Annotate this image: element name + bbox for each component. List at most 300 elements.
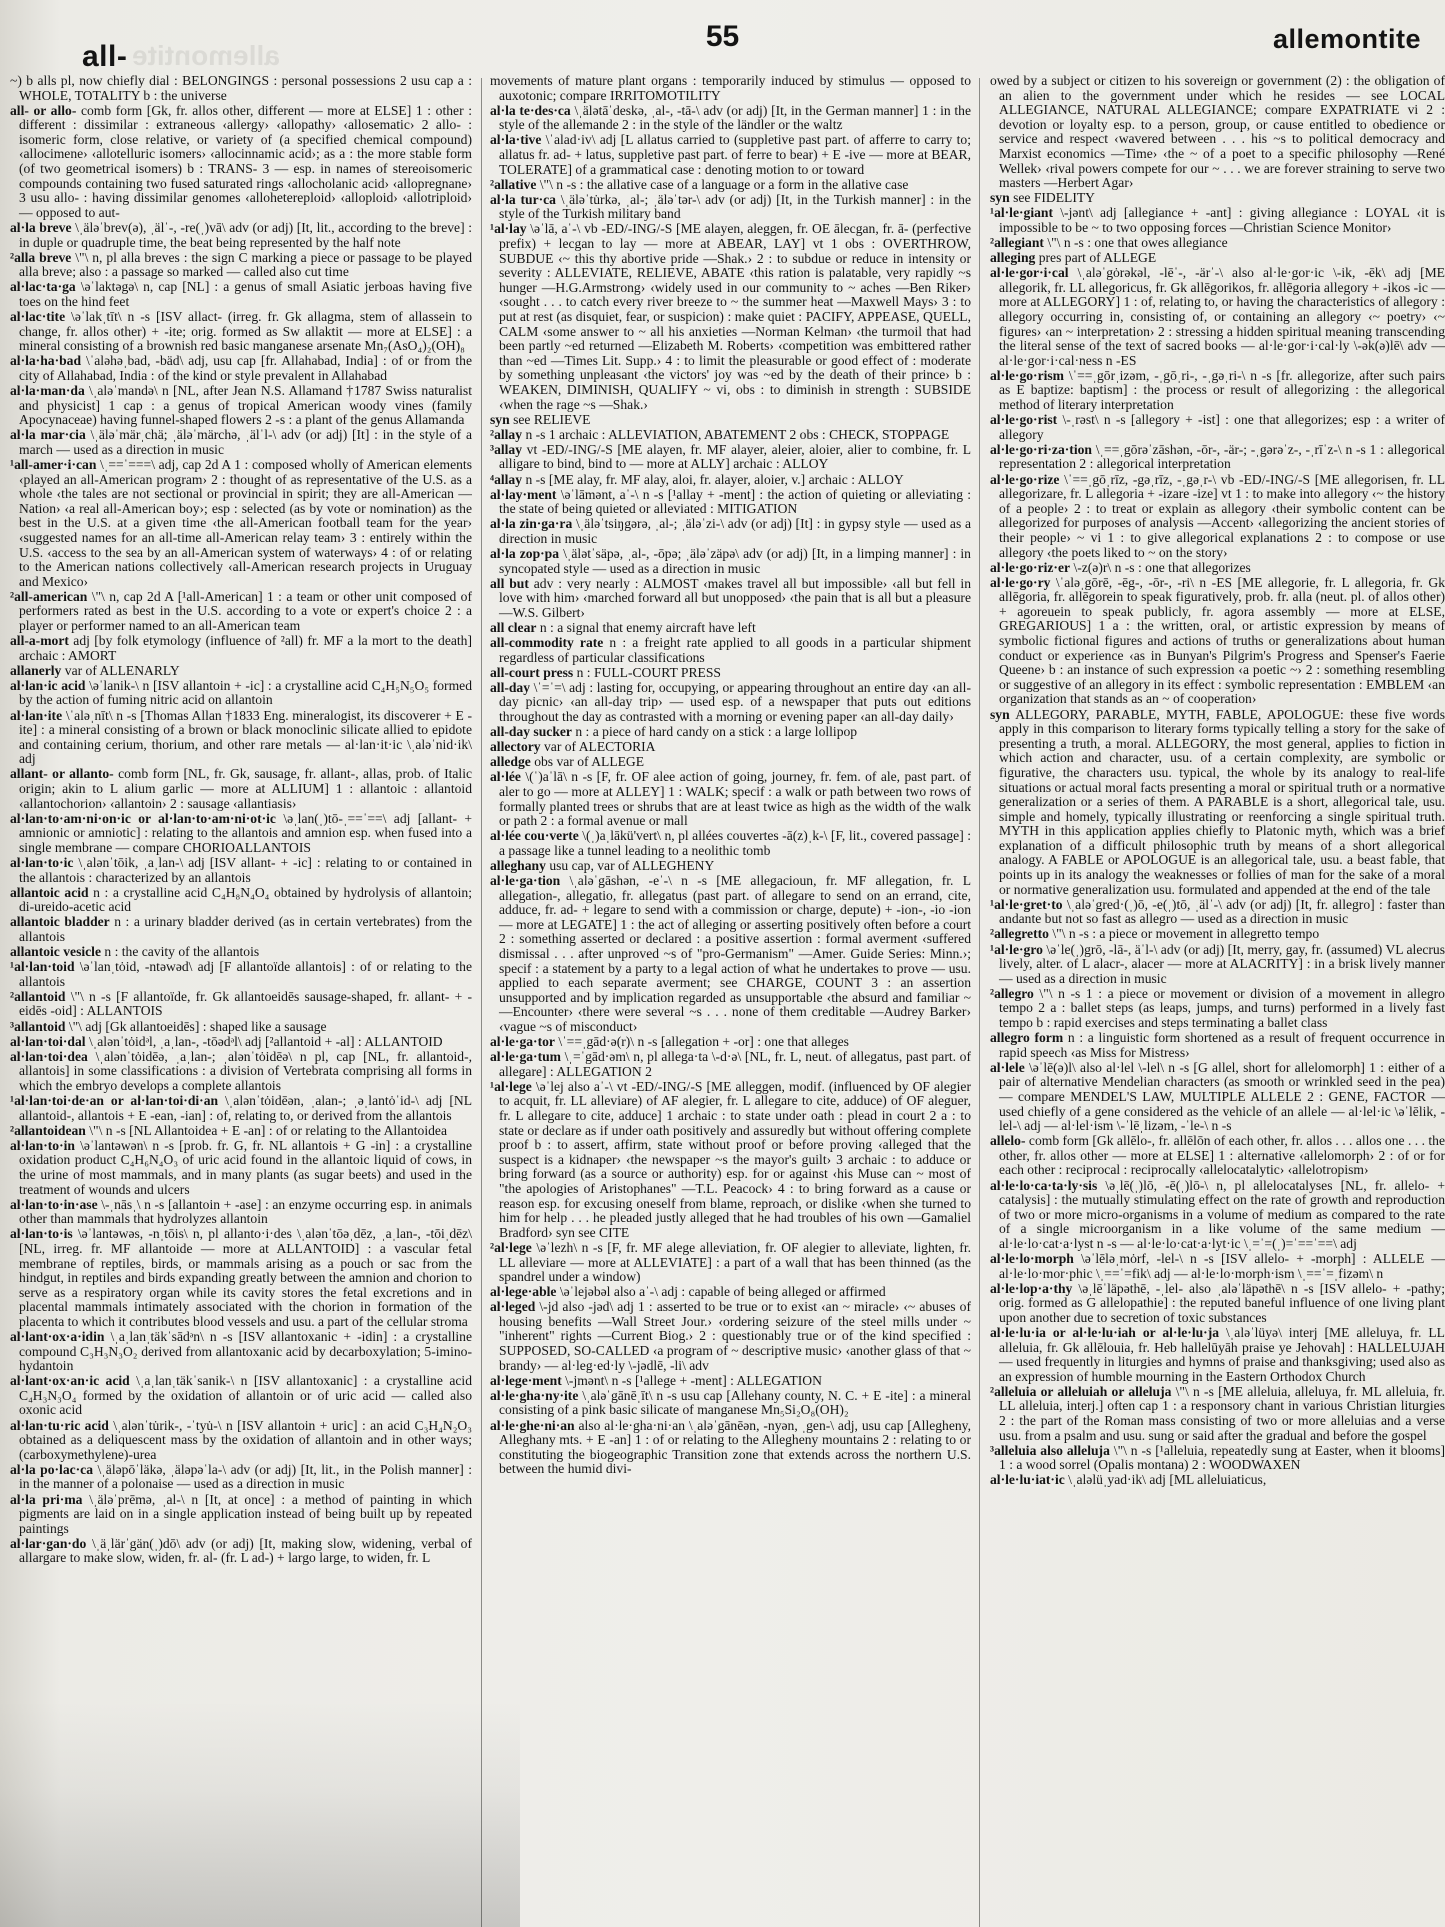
dictionary-entry bbox=[490, 1080, 971, 1241]
entry-definition: \ˌalənˈtȯidēən, ˌalan-; ˌəˌlantȯˈid-\ adj [NL allantoid-, allantois + E -ean, -ian] : of, relating to, or derived from the allantois bbox=[19, 1092, 472, 1123]
entry-definition: \ˌaləˈgȯrəkəl, -lēˈ-, -ärˈ-\ also al·le·gor·ic \-ik, -ēk\ adj [ME allegorik, fr. LL allegoricus, fr. Gk allēgorikos, fr. allēgoria allegory + -ikos -ic — more at ALLEGORY] 1 : of, relating to, or having the characteristics of allegory : allegory occurring in, consisting of, or containing an allegory ‹~ poetry› ‹~ figures› ‹an ~ interpretation› 2 : stressing a hidden spiritual meaning transcending the literal sense of the text of sacred books — al·le·gor·i·cal·ly \-ək(ə)lē\ adv — al·le·gor·i·cal·ness n -ES bbox=[999, 265, 1445, 368]
entry-headword: ²alla breve bbox=[10, 249, 72, 265]
dictionary-entry bbox=[990, 206, 1445, 235]
dictionary-entry bbox=[490, 1419, 971, 1477]
entry-definition: \-jd also -jəd\ adj 1 : asserted to be true or to exist ‹an ~ miracle› ‹~ abuses of housing benefits —Wall Street Jour.› ‹ordering seizure of the steel mills under ~ "inherent" rights —Current Biog.› 2 : questionably true or of the kind specified : SUPPOSED, SO-CALLED ‹a program of ~ descriptive music› ‹another glass of that ~ brandy› — al·leg·ed·ly \-jədlē, -li\ adv bbox=[499, 1299, 971, 1373]
dictionary-entry bbox=[490, 178, 971, 193]
entry-definition: \ˈaləhəˌbad, -bäd\ adj, usu cap [fr. Allahabad, India] : of or from the city of Allahabad, India : of the kind or style prevalent in Allahabad bbox=[19, 353, 472, 383]
entry-headword: allanerly bbox=[10, 662, 62, 678]
entry-definition: \ˌaˌlanˌtäkˈsādᵊn\ n -s [ISV allantoxanic + -idin] : a crystalline compound C₃H₃N₃O₂ derived from allantoxanic acid by decarboxylation; 5-imino-hydantoin bbox=[19, 1328, 472, 1374]
entry-definition: comb form [NL, fr. Gk, sausage, fr. allant-, allas, prob. of Italic origin; akin to L alium garlic — more at ALLIUM] 1 : allantoic : allantoid ‹allantochorion› ‹allantoin› 2 : sausage ‹allantiasis› bbox=[19, 766, 472, 811]
entry-definition: \ˌäləˈbrev(ə), ˌälˈ-, -re(ˌ)vā\ adv (or adj) [It, lit., according to the breve] : in duple or quadruple time, the beat being represented by the half note bbox=[19, 219, 472, 250]
entry-definition: \ˌaləˈgred·(ˌ)ō, -e(ˌ)tō, ˌälˈ-\ adv (or adj) [It, fr. allegro] : faster than andante but not so fast as allegro — used as a direction in music bbox=[999, 896, 1445, 927]
entry-definition: \-jmənt\ n -s [¹allege + -ment] : ALLEGATION bbox=[565, 1372, 822, 1388]
entry-definition: \ˌäləˈmärˌchä; ˌäləˈmärchə, ˌälˈl-\ adv (or adj) [It] : in the style of a march — used as a direction in music bbox=[19, 427, 472, 457]
entry-headword: ²all-american bbox=[10, 588, 88, 604]
entry-headword: al·le·go·rize bbox=[990, 471, 1060, 487]
entry-headword: al·lan·to·am·ni·on·ic or al·lan·to·am·ni·ot·ic bbox=[10, 810, 276, 826]
dictionary-entry bbox=[490, 621, 971, 636]
dictionary-entry bbox=[990, 191, 1445, 206]
entry-headword: ²alleluia or alleluiah or alleluja bbox=[990, 1383, 1172, 1399]
entry-definition: \əˌlē(ˌ)lō, -ē(ˌ)lō-\ n, pl allelocatalyses [NL, fr. allelo- + catalysis] : the mutually stimulating effect on the rate of growth and reproduction of two or more micro-organisms in a volume of medium as compared to the rate of a single microorganism in a like volume of the same medium — al·le·lo·cat·a·lyst n -s — al·le·lo·cat·a·lyt·ic \ˌ=ˈ=(ˌ)=ˈ==ˈ==\ adj bbox=[999, 1177, 1445, 1251]
entry-definition: \əˈlej also aˈ-\ vt -ED/-ING/-S [ME alleggen, modif. (influenced by OF alegier to acquit, fr. LL alleviare) of AF alegier, fr. L allegare to cite, adduce) of OF aleguer, fr. L allegare to cite, adduce] 1 archaic : to state under oath : plead in court 2 a : to state or declare as if under oath positively and assuredly but without offering complete proof b : to assert, affirm, state without proof or before proving ‹alleged that the suspect is a kidnaper› ‹the newspaper ~s the mayor's guilt› 3 archaic : to adduce or bring forward (as a source or authority) esp. for or against ‹his Muse can ~ most of "the apologies of Aristophanes" —T.L. Peacock› 4 : to bring forward as a cause or reason esp. for excusing oneself from blame, reproach, or dislike ‹when she turned to him for help . . . he pleaded justly alleged that he had troubles of his own —Gamaliel Bradford› syn see CITE bbox=[499, 1078, 971, 1240]
entry-headword: al·la·man·da bbox=[10, 382, 85, 398]
entry-headword: al·lar·gan·do bbox=[10, 1535, 87, 1551]
dictionary-entry bbox=[490, 428, 971, 443]
entry-definition: adv : very nearly : ALMOST ‹makes travel all but impossible› ‹all but fell in love with him› ‹marched forward all but unopposed› ‹the pain that is all but a pleasure —W.S. Gilbert› bbox=[499, 575, 971, 620]
entry-definition: \-ˌnāsˌ\ n -s [allantoin + -ase] : an enzyme occurring esp. in animals other than mammals that hydrolyzes allantoin bbox=[19, 1196, 472, 1227]
dictionary-entry bbox=[10, 251, 472, 280]
dictionary-entry bbox=[10, 1463, 472, 1492]
dictionary-entry bbox=[10, 1330, 472, 1374]
entry-definition: adj [by folk etymology (influence of ²all) fr. MF a la mort to the death] archaic : AMORT bbox=[19, 633, 472, 663]
entry-definition: n -s [ME alay, fr. MF alay, aloi, fr. alayer, aloier, v.] archaic : ALLOY bbox=[525, 471, 904, 487]
entry-headword: ¹al·lay bbox=[490, 221, 527, 237]
entry-definition: usu cap, var of ALLEGHENY bbox=[549, 857, 715, 873]
dictionary-entry bbox=[490, 488, 971, 517]
entry-headword: ¹al·lan·toi·de·an or al·lan·toi·di·an bbox=[10, 1092, 219, 1108]
entry-headword: ¹al·le·gro bbox=[990, 941, 1043, 957]
dictionary-entry bbox=[490, 517, 971, 546]
entry-headword: all- or allo- bbox=[10, 102, 77, 118]
entry-definition: \ˌalənˈtu̇rik-, -ˈtyu̇-\ n [ISV allantoin + uric] : an acid C₃H₄N₂O₃ obtained as a deliquescent mass by the oxidation of allantoin and in other ways; (carboxymethylene)-urea bbox=[19, 1417, 472, 1462]
guide-word-right: allemontite bbox=[1272, 24, 1421, 54]
entry-headword: ²allantoidean bbox=[10, 1122, 86, 1138]
dictionary-entry bbox=[10, 767, 472, 811]
dictionary-entry bbox=[990, 708, 1445, 898]
dictionary-entry bbox=[10, 384, 472, 428]
entry-headword: al·le·lo·morph bbox=[990, 1251, 1074, 1266]
entry-headword: al·la·tive bbox=[490, 132, 542, 148]
dictionary-entry bbox=[490, 829, 971, 858]
entry-headword: al·le·lo·ca·ta·ly·sis bbox=[990, 1177, 1098, 1193]
dictionary-entry bbox=[990, 1134, 1445, 1178]
entry-definition: \ˈ=ˈ=\ adj : lasting for, occupying, or appearing throughout an entire day ‹an all-day picnic› ‹an all-day trip› — used esp. of a newspaper that puts out editions throughout the day as contrasted with a morning or evening paper ‹an all-day daily› bbox=[499, 679, 971, 725]
entry-definition: \(ˌ)aˌlākü'vert\ n, pl allées couvertes -ā(z)ˌk-\ [F, lit., covered passage] : a passage like a tunnel leading to a neolithic tomb bbox=[499, 828, 971, 858]
dictionary-entry bbox=[490, 473, 971, 488]
dictionary-entry bbox=[490, 666, 971, 681]
entry-definition: \-jənt\ adj [allegiance + -ant] : giving allegiance : LOYAL ‹it is impossible to be ~ to two opposing forces —Christian Science Monitor› bbox=[999, 205, 1445, 235]
guide-word-left: all- bbox=[82, 40, 128, 73]
entry-headword: al·lan·to·in·ase bbox=[10, 1196, 98, 1212]
entry-headword: al·le·go·riz·er bbox=[990, 559, 1071, 575]
dictionary-entry bbox=[490, 1035, 971, 1050]
dictionary-entry bbox=[490, 740, 971, 755]
dictionary-entry bbox=[10, 1050, 472, 1094]
entry-headword: al·le·ga·tor bbox=[490, 1034, 555, 1050]
entry-definition: \əˈlāmənt, aˈ-\ n -s [¹allay + -ment] : the action of quieting or alleviating : the state of being quieted or alleviated : MITIGATION bbox=[499, 486, 971, 517]
entry-definition: \ˌaləˈgāshən, -eˈ-\ n -s [ME allegacioun, fr. MF allegation, fr. L allegation-, allegatio, fr. allegatus (past part. of allegare to send on an errand, cite, adduce, fr. ad- + legare to send with a commission or charge, depute) + -ion-, -io -ion — more at LEGATE] 1 : the act of alleging or asserting positively often before a court 2 : something asserted or declared : a positive assertion : formal averment ‹suffered dismissal . . . after unproved ~s of "pro-Germanism" —Amer. Guide Series: Minn.›; specif : a statement by a party to a legal action of what he undertakes to prove — usu. applied to each separate averment; see CHARGE, COUNT 3 : an assertion unsupported and by implication regarded as unsupportable ‹the absurd and familiar ~ —Encounter› ‹there were several ~s . . . none of them creditable —Audrey Barker› ‹vague ~s of misconduct› bbox=[499, 873, 971, 1034]
entry-definition: \əˈlanik-\ n [ISV allantoin + -ic] : a crystalline acid C₄H₅N₅O₅ formed by the action of fuming nitric acid on allantoin bbox=[19, 677, 472, 708]
entry-definition: \ˌäləpōˈläkə, ˌäləpəˈla-\ adv (or adj) [It, lit., in the Polish manner] : in the manner of a polonaise — used as a direction in music bbox=[19, 1461, 472, 1492]
dictionary-entry bbox=[490, 1050, 971, 1079]
entry-definition: \ˌalənˈtōik, ˌaˌlan-\ adj [ISV allant- + -ic] : relating to or contained in the allantois : characterized by an allantois bbox=[19, 854, 472, 885]
dictionary-entry bbox=[10, 1537, 472, 1566]
entry-headword: al·lege·able bbox=[490, 1284, 557, 1300]
entry-definition: \"\ n -s 1 : a piece or movement or division of a movement in allegro tempo 2 a : ballet steps (as leaps, jumps, and turns) performed in a lively fast tempo b : rapid exercises and steps terminating a ballet class bbox=[999, 985, 1445, 1030]
entry-headword: al·le·go·rism bbox=[990, 367, 1065, 383]
dictionary-entry bbox=[990, 266, 1445, 368]
dictionary-entry bbox=[490, 1285, 971, 1300]
entry-definition: \ˌäˌlärˈgän(ˌ)dō\ adv (or adj) [It, making slow, widening, verbal of allargare to make slow, widen, fr. al- (fr. L ad-) + largo large, to widen, fr. L bbox=[19, 1535, 472, 1566]
entry-headword: all-day sucker bbox=[490, 724, 572, 740]
entry-definition: \ˌaləˈlüyə\ interj [ME alleluya, fr. LL alleluia, fr. Gk allēlouia, fr. Heb hallelūyāh praise ye Jehovah] : HALLELUJAH — used frequently in liturgies and hymns of praise and thanksgiving; used also as an expression of humble mourning in the Eastern Orthodox Church bbox=[999, 1324, 1445, 1384]
entry-definition: owed by a subject or citizen to his sovereign or government (2) : the obligation of an alien to the government under which he resides — see LOCAL ALLEGIANCE, NATURAL ALLEGIANCE; compare EXPATRIATE vi 2 : devotion or loyalty esp. to a person, group, or cause entitled to obedience or service and respect ‹wavered between . . . his ~s to political democracy and Marxist economics —Time› ‹the ~ of a poet to a specific philosophy —René Wellek› ‹rival powers compete for our ~ . . . we are forever straining to serve two masters —Herbert Agar› bbox=[990, 74, 1445, 191]
dictionary-entry bbox=[10, 709, 472, 767]
entry-headword: ³allay bbox=[490, 441, 523, 457]
entry-definition: \əˈlanˌtȯid, -ntəwəd\ adj [F allantoïde allantois] : of or relating to the allantois bbox=[19, 959, 472, 989]
dictionary-entry bbox=[10, 679, 472, 708]
entry-headword: al·lée bbox=[490, 769, 521, 785]
entry-definition: \ˈ==ˌgōrˌizəm, -ˌgōˌri-, -ˌgəˌri-\ n -s [fr. allegorize, after such pairs as E baptize: baptism] : the process or result of allegorizing : the allegorical method of literary interpretation bbox=[999, 367, 1445, 413]
dictionary-entry bbox=[990, 927, 1445, 942]
page-header bbox=[0, 0, 1445, 80]
show-through-text: allemontite bbox=[132, 40, 280, 71]
dictionary-entry bbox=[490, 859, 971, 874]
entry-headword: al·la breve bbox=[10, 219, 72, 235]
entry-headword: al·le·go·ry bbox=[990, 574, 1051, 590]
dictionary-entry bbox=[990, 943, 1445, 987]
entry-definition: n : FULL-COURT PRESS bbox=[576, 664, 721, 680]
entry-definition: \ˈ==ˌgōˌrīz, -gəˌrīz, -ˌgəˌr-\ vb -ED/-ING/-S [ME allegorisen, fr. LL allegorizare, fr. L allegoria + -izare -ize] vt 1 : to make into allegory ‹~ the history of a people› 2 : to treat or explain as allegory ‹their symbolic content can be allegorized for purposes of analysis —Accent› ‹allegorizing the ancient stories of their people› ~ vi 1 : to give allegorical explanations 2 : to compose or use allegory ‹the poets liked to ~ on the story› bbox=[999, 471, 1445, 560]
dictionary-entry bbox=[10, 221, 472, 250]
dictionary-entry bbox=[990, 898, 1445, 927]
entry-headword: allantoic acid bbox=[10, 884, 89, 900]
entry-definition: \"\ n, cap 2d A [¹all-American] 1 : a team or other unit composed of performers rated as best in the U.S. according to a vote or expert's choice 2 : a player or performer named to an all-American team bbox=[19, 588, 472, 633]
dictionary-entry bbox=[990, 1444, 1445, 1473]
entry-headword: al·lan·toi·dal bbox=[10, 1033, 86, 1049]
dictionary-entry bbox=[490, 725, 971, 740]
entry-definition: \ˌaləlüˌyad·ik\ adj [ML alleluiaticus, bbox=[1068, 1472, 1267, 1488]
dictionary-entry bbox=[490, 577, 971, 621]
entry-headword: allant- or allanto- bbox=[10, 766, 114, 782]
column-3 bbox=[990, 74, 1445, 1927]
dictionary-entry bbox=[490, 1374, 971, 1389]
dictionary-entry bbox=[10, 354, 472, 383]
dictionary-entry bbox=[10, 1035, 472, 1050]
entry-headword: al·lan·to·ic bbox=[10, 854, 74, 870]
entry-definition: \"\ n -s [NL Allantoidea + E -an] : of or relating to the Allantoidea bbox=[89, 1122, 447, 1138]
entry-headword: al·lan·to·is bbox=[10, 1226, 73, 1242]
entry-headword: al·la te·des·ca bbox=[490, 102, 571, 118]
dictionary-entry bbox=[10, 1227, 472, 1329]
entry-headword: allectory bbox=[490, 739, 541, 755]
entry-headword: allegro form bbox=[990, 1030, 1064, 1046]
entry-definition: obs var of ALLEGE bbox=[534, 754, 645, 770]
dictionary-entry bbox=[990, 561, 1445, 576]
entry-headword: al·la pri·ma bbox=[10, 1491, 83, 1507]
entry-definition: \ˌ=ˈgād·əm\ n, pl allega·ta \-d·ə\ [NL, fr. L, neut. of allegatus, past part. of allegare] : ALLEGATION 2 bbox=[499, 1049, 971, 1079]
entry-headword: al·lant·ox·a·idin bbox=[10, 1328, 105, 1344]
entry-headword: al·lan·tu·ric acid bbox=[10, 1417, 109, 1433]
entry-definition: \"\ n, pl alla breves : the sign C marking a piece or passage to be played alla breve; also : a passage so marked — called also cut time bbox=[19, 249, 472, 280]
dictionary-entry bbox=[990, 1179, 1445, 1252]
dictionary-entry bbox=[990, 443, 1445, 472]
dictionary-entry bbox=[990, 413, 1445, 442]
entry-headword: ¹al·le·giant bbox=[990, 205, 1053, 221]
dictionary-entry bbox=[990, 473, 1445, 561]
entry-definition: var of ALLENARLY bbox=[64, 662, 180, 678]
entry-headword: syn bbox=[490, 411, 510, 427]
entry-headword: ¹al·le·gret·to bbox=[990, 896, 1063, 912]
entry-definition: \əˈlezh\ n -s [F, fr. MF alege alleviation, fr. OF alegier to alleviate, lighten, fr. LL alleviare — more at ALLEVIATE] : a part of a wall that has been thinned (as the spandrel under a window) bbox=[499, 1239, 971, 1285]
dictionary-entry bbox=[10, 310, 472, 354]
entry-definition: vt -ED/-ING/-S [ME alayen, fr. MF alayer, aleier, aloier, alier to combine, fr. L alligare to bind, bind to — more at ALLY] archaic : ALLOY bbox=[499, 441, 971, 472]
entry-headword: ²allegiant bbox=[990, 235, 1044, 251]
entry-headword: al·la mar·cia bbox=[10, 427, 86, 443]
entry-headword: alleghany bbox=[490, 857, 546, 873]
entry-definition: \"\ n -s : one that owes allegiance bbox=[1047, 235, 1228, 251]
entry-headword: ¹all-amer·i·can bbox=[10, 456, 97, 472]
dictionary-entry bbox=[490, 681, 971, 725]
dictionary-entry bbox=[990, 74, 1445, 191]
entry-definition: see RELIEVE bbox=[513, 411, 591, 427]
dictionary-entry bbox=[990, 1473, 1445, 1488]
dictionary-entry bbox=[490, 1389, 971, 1418]
entry-definition: \ˌ==ˈ===\ adj, cap 2d A 1 : composed wholly of American elements ‹played an all-American program› 2 : thought of as representative of the U.S. as a whole ‹the tales are not sectional or provincial in spirit; they are all-American —Nation› ‹a real all-American boy›; esp : selected (as by vote or nomination) as the best in the U.S. at a given time ‹the all-American football team for the year› ‹suggested names for an all-time all-American relay team› 3 : entirely within the U.S. ‹access to the sea by an all-American system of waterways› 4 : of or relating to the American nations collectively ‹all-American research projects in Uruguay and Mexico› bbox=[19, 456, 472, 589]
entry-headword: ¹al·lan·toid bbox=[10, 959, 75, 975]
entry-definition: pres part of ALLEGE bbox=[1038, 250, 1157, 266]
dictionary-entry bbox=[490, 636, 971, 665]
entry-definition: \"\ n -s : the allative case of a language or a form in the allative case bbox=[539, 176, 909, 192]
entry-definition: \ˌalənˈtȯidēə, ˌaˌlan-; ˌalənˈtȯidēə\ n pl, cap [NL, fr. allantoid-, allantois] in some classifications : a division of Vertebrata comprising all forms in which the embryo develops a complete allantois bbox=[19, 1048, 472, 1093]
entry-definition: \-ˌrəst\ n -s [allegory + -ist] : one that allegorizes; esp : a writer of allegory bbox=[999, 412, 1445, 442]
entry-headword: ¹al·lege bbox=[490, 1078, 532, 1094]
entry-definition: \"\ n -s : a piece or movement in allegretto tempo bbox=[1052, 926, 1320, 942]
entry-headword: al·lac·tite bbox=[10, 309, 66, 324]
entry-headword: al·le·lop·a·thy bbox=[990, 1280, 1073, 1296]
entry-headword: ²allegro bbox=[990, 985, 1034, 1001]
dictionary-entry bbox=[490, 133, 971, 177]
entry-headword: al·le·gha·ny·ite bbox=[490, 1387, 579, 1403]
entry-definition: ~) b alls pl, now chiefly dial : BELONGINGS : personal possessions 2 usu cap a : WHOLE, TOTALITY b : the universe bbox=[10, 74, 472, 103]
entry-definition: \ˌalənˈtȯidᵊl, ˌaˌlan-, -tōədᵊl\ adj [²allantoid + -al] : ALLANTOID bbox=[88, 1033, 443, 1049]
entry-definition: n : a crystalline acid C₄H₈N₄O₄ obtained by hydrolysis of allantoin; di-ureido-acetic acid bbox=[19, 884, 472, 915]
dictionary-entry bbox=[10, 856, 472, 885]
entry-headword: al·la·ha·bad bbox=[10, 353, 82, 369]
entry-headword: al·le·ga·tion bbox=[490, 873, 561, 889]
entry-definition: comb form [Gk, fr. allos other, different — more at ELSE] 1 : other : different : dissimilar : extraneous ‹allergy› ‹allopathy› ‹allosematic› 2 allo- : isomeric form, close relative, or variety of (a specified chemical compound) ‹allocimene› ‹allotelluric isomers› ‹allocinnamic acid›; as a : the more stable form (of two geometrical isomers) b : TRANS- 3 — esp. in names of stereoisomeric compounds containing two fused saturated rings ‹allocholanic acid› ‹allopregnane› 3 usu allo- : having dissimilar genomes ‹allohetereploid› ‹alloploid› ‹allotriploid› — opposed to aut- bbox=[19, 102, 472, 220]
dictionary-entry bbox=[10, 945, 472, 960]
entry-definition: n : a linguistic form shortened as a result of frequent occurrence in rapid speech ‹as Miss for Mistress› bbox=[999, 1030, 1445, 1060]
page-number: 55 bbox=[705, 20, 740, 53]
entry-definition: \(ˈ)aˈlā\ n -s [F, fr. OF alee action of going, journey, fr. fem. of ale, past part. of aler to go — more at ALLEY] 1 : WALK; specif : a walk or path between two rows of formally planted trees or shrubs that are at least twice as high as the width of the walk or path 2 : a formal avenue or mall bbox=[499, 769, 971, 829]
entry-definition: \əˈle(ˌ)grō, -lā-, äˈl-\ adv (or adj) [It, merry, gay, fr. (assumed) VL alecrus lively, alter. of L alacr-, alacer — more at ALACRITY] : in a brisk lively manner — used as a direction in music bbox=[999, 941, 1445, 986]
dictionary-entry bbox=[10, 1374, 472, 1418]
entry-headword: ³alleluia also alleluja bbox=[990, 1442, 1110, 1458]
dictionary-entry bbox=[990, 576, 1445, 707]
entry-headword: al·la zop·pa bbox=[490, 546, 560, 561]
entry-definition: \ˌ==ˌgōrəˈzāshən, -ōr-, -är-; -ˌgərəˈz-, -ˌrīˈz-\ n -s 1 : allegorical representation 2 : allegorical interpretation bbox=[999, 441, 1445, 472]
dictionary-entry bbox=[490, 1241, 971, 1285]
entry-headword: all but bbox=[490, 575, 529, 591]
entry-headword: all clear bbox=[490, 619, 537, 635]
entry-headword: ²allay bbox=[490, 426, 523, 442]
entry-headword: al·le·go·ri·za·tion bbox=[990, 441, 1092, 457]
entry-headword: all-commodity rate bbox=[490, 635, 604, 651]
entry-headword: al·la zin·ga·ra bbox=[490, 516, 573, 532]
entry-definition: \"\ n -s [ME alleluia, alleluya, fr. ML alleluia, fr. LL alleluia, interj.] often cap 1 : a responsory chant in various Christian liturgies 2 : the part of the Roman mass consisting of two or more alleluias and a verse usu. from a psalm and usu. sung or said after the gradual and before the gospel bbox=[999, 1383, 1445, 1443]
entry-definition: \ˌälətˈsäpə, ˌal-, -ōpə; ˌäləˈzäpə\ adv (or adj) [It, in a limping manner] : in syncopated style — used as a direction in music bbox=[499, 546, 971, 576]
entry-definition: also al·le·gha·ni·an \ˌaləˈgānēən, -nyən, ˌgen-\ adj, usu cap [Allegheny, Alleghany mts. + E -an] 1 : of or relating to the Allegheny mountains 2 : relating to or constituting the biogeographic Transition zone that extends across the northern U.S. between the humid divi- bbox=[499, 1417, 971, 1477]
entry-definition: \əˌlan(ˌ)tō-ˌ==ˈ==\ adj [allant- + amnionic or amniotic] : relating to the allantois and amnion esp. when fused into a single membrane — compare CHORIOALLANTOIS bbox=[19, 810, 472, 855]
entry-headword: syn bbox=[990, 190, 1010, 206]
dictionary-entry bbox=[10, 458, 472, 589]
entry-definition: var of ALECTORIA bbox=[543, 739, 656, 755]
dictionary-entry bbox=[490, 755, 971, 770]
dictionary-entry bbox=[10, 634, 472, 663]
dictionary-entry bbox=[10, 1094, 472, 1123]
dictionary-entry bbox=[490, 104, 971, 133]
entry-headword: al·le·gor·i·cal bbox=[990, 265, 1069, 281]
entry-definition: n : a freight rate applied to all goods in a particular shipment regardless of particular classifications bbox=[499, 635, 971, 665]
column-1 bbox=[10, 74, 472, 1927]
dictionary-entry bbox=[490, 193, 971, 222]
entry-headword: al·le·ghe·ni·an bbox=[490, 1417, 575, 1433]
entry-definition: n -s 1 archaic : ALLEVIATION, ABATEMENT 2 obs : CHECK, STOPPAGE bbox=[525, 426, 950, 442]
entry-definition: \əˈlēləˌmȯrf, -lel-\ n -s [ISV allelo- + -morph] : ALLELE — al·le·lo·mor·phic \ˌ==ˈ=fik\ adj — al·le·lo·morph·ism \ˌ==ˈ=ˌfizəm\ n bbox=[999, 1251, 1445, 1281]
dictionary-entry bbox=[990, 251, 1445, 266]
entry-headword: ³allantoid bbox=[10, 1018, 66, 1034]
entry-headword: ²allegretto bbox=[990, 926, 1049, 942]
entry-headword: al·lele bbox=[990, 1059, 1025, 1075]
dictionary-entry bbox=[490, 874, 971, 1035]
entry-headword: al·leged bbox=[490, 1299, 536, 1315]
dictionary-entry bbox=[490, 770, 971, 828]
dictionary-entry bbox=[990, 1061, 1445, 1134]
entry-definition: \ˌäləˈprēmə, ˌal-\ n [It, at once] : a method of painting in which pigments are laid on in a single application instead of being built up by repeated paintings bbox=[19, 1491, 472, 1536]
entry-definition: \ˌaləˈmandə\ n [NL, after Jean N.S. Allamand †1787 Swiss naturalist and physicist] 1 cap : a genus of tropical American woody vines (family Apocynaceae) having funnel-shaped flowers 2 -s : a plant of the genus Allamanda bbox=[19, 382, 472, 428]
entry-definition: \ˌälətāˈdeskə, ˌal-, -tā-\ adv (or adj) [It, in the German manner] 1 : in the style of the allemande 2 : in the style of the ländler or the waltz bbox=[499, 102, 971, 133]
dictionary-entry bbox=[990, 1282, 1445, 1326]
dictionary-entry bbox=[490, 443, 971, 472]
dictionary-entry bbox=[10, 812, 472, 856]
dictionary-entry bbox=[10, 428, 472, 457]
entry-definition: \ˌaləˈgānēˌīt\ n -s usu cap [Allehany county, N. C. + E -ite] : a mineral consisting of a pink basic silicate of manganese Mn₅Si₂O₈(OH)₂ bbox=[499, 1387, 971, 1418]
entry-definition: \əˈlaktəgə\ n, cap [NL] : a genus of small Asiatic jerboas having five toes on the hind feet bbox=[19, 279, 472, 309]
entry-definition: n : a urinary bladder derived (as in certain vertebrates) from the allantois bbox=[19, 914, 472, 944]
dictionary-entry bbox=[10, 1493, 472, 1537]
entry-definition: n : a piece of hard candy on a stick : a large lollipop bbox=[575, 724, 858, 740]
entry-headword: al·lege·ment bbox=[490, 1372, 562, 1388]
entry-definition: \ˈ==ˌgād·ə(r)\ n -s [allegation + -or] : one that alleges bbox=[558, 1034, 849, 1050]
dictionary-entry bbox=[10, 1124, 472, 1139]
entry-definition: \əˈlē(ə)l\ also al·lel \-lel\ n -s [G allel, short for allelomorph] 1 : either of a pair of alternative Mendelian characters (as smooth or wrinkled seed in the pea) — compare MENDEL'S LAW, MULTIPLE ALLELE 2 : GENE, FACTOR — used chiefly of a gene considered as the vehicle of an allele — al·lel·ic \əˈlēlik, -lel-\ adj — al·lel·ism \-ˈlēˌlizəm, -ˈle-\ n -s bbox=[999, 1059, 1445, 1134]
dictionary-entry bbox=[10, 280, 472, 309]
entry-definition: \əˈlā, aˈ-\ vb -ED/-ING/-S [ME alayen, aleggen, fr. OE ālecgan, fr. ā- (perfective prefix) + lecgan to lay — more at ABEAR, LAY] vt 1 obs : OVERTHROW, SUBDUE ‹~ this thy abortive pride —Shak.› 2 : to subdue or reduce in intensity or severity : ALLEVIATE, RELIEVE, ABATE ‹this ration is palatable, very rapidly ~s hunger —H.G.Armstrong› ‹widely used in our community to ~ aches —Ben Riker› ‹sought . . . to catch every river breeze to ~ the summer heat —Maxwell Mays› 3 : to put at rest (as disquiet, fear, or suspicion) : make quiet : PACIFY, APPEASE, QUELL, CALM ‹some answer to ~ all his anxieties —Norman Kelman› ‹the turmoil that had been partly ~ed returned —Elizabeth M. Roberts› ‹competition was embittered rather than ~ed —Times Lit. Supp.› 4 : to limit the pleasurable or good effect of : moderate by something unpleasant ‹the victors' joy was ~ed by the death of their prince› b : WEAKEN, DIMINISH, QUALIFY ~ vi, obs : to diminish in strength : SUBSIDE ‹when the rage ~s —Shak.› bbox=[499, 221, 971, 412]
entry-headword: alledge bbox=[490, 754, 531, 770]
entry-headword: allantoic vesicle bbox=[10, 944, 101, 960]
dictionary-entry bbox=[10, 104, 472, 221]
dictionary-entry bbox=[10, 664, 472, 679]
entry-headword: ²al·lege bbox=[490, 1239, 532, 1255]
entry-definition: \əˈlakˌtīt\ n -s [ISV allact- (irreg. fr. Gk allagma, stem of allassein to change, fr. allos other) + -ite; orig. formed as Sw allaktit — more at ELSE] : a mineral consisting of a brownish red basic manganese arsenate Mn₇(AsO₄)₂(OH)₈ bbox=[19, 309, 472, 354]
entry-headword: all-day bbox=[490, 679, 531, 695]
entry-headword: al·lan·toi·dea bbox=[10, 1048, 88, 1064]
entry-definition: \"\ adj [Gk allantoeidēs] : shaped like a sausage bbox=[68, 1018, 327, 1034]
entry-definition: n : a signal that enemy aircraft have left bbox=[539, 619, 756, 635]
entry-headword: al·lant·ox·an·ic acid bbox=[10, 1373, 130, 1389]
entry-headword: ²allative bbox=[490, 176, 537, 192]
dictionary-entry bbox=[10, 886, 472, 915]
entry-headword: al·la tur·ca bbox=[490, 191, 556, 207]
entry-headword: al·lée cou·verte bbox=[490, 828, 579, 844]
entry-headword: al·le·lu·iat·ic bbox=[990, 1472, 1065, 1488]
dictionary-entry bbox=[10, 590, 472, 634]
entry-definition: \ˌäləˈtsiŋgərə, ˌal-; ˌäləˈzi-\ adv (or adj) [It] : in gypsy style — used as a direction in music bbox=[499, 516, 971, 546]
dictionary-entry bbox=[10, 1419, 472, 1463]
entry-definition: \əˈlantəwən\ n -s [prob. fr. G, fr. NL allantois + G -in] : a crystalline oxidation product C₄H₆N₄O₃ of uric acid found in the allantoic liquid of cows, in the urine of most mammals, and in many plants (as sugar beets) and used in the treatment of wounds and ulcers bbox=[19, 1137, 472, 1197]
entry-headword: all-court press bbox=[490, 664, 574, 680]
dictionary-entry bbox=[10, 990, 472, 1019]
entry-headword: al·lan·to·in bbox=[10, 1137, 75, 1153]
entry-definition: movements of mature plant organs : temporarily induced by stimulus — opposed to auxotonic; compare IRRITOMOTILITY bbox=[490, 74, 971, 103]
dictionary-entry bbox=[990, 1385, 1445, 1443]
entry-headword: alleging bbox=[990, 250, 1036, 266]
entry-headword: all-a-mort bbox=[10, 633, 69, 649]
entry-definition: \"\ n -s [F allantoïde, fr. Gk allantoeidēs sausage-shaped, fr. allant- + -eidēs -oid] : ALLANTOIS bbox=[19, 988, 472, 1019]
entry-headword: al·la po·lac·ca bbox=[10, 1461, 94, 1477]
dictionary-entry bbox=[10, 1198, 472, 1227]
dictionary-entry bbox=[490, 413, 971, 428]
dictionary-entry bbox=[990, 369, 1445, 413]
entry-headword: al·lan·ic acid bbox=[10, 677, 86, 693]
entry-definition: n : the cavity of the allantois bbox=[104, 944, 260, 960]
entry-headword: al·lac·ta·ga bbox=[10, 279, 76, 295]
entry-definition: \ˌaˌlanˌtäkˈsanik-\ n [ISV allantoxanic] : a crystalline acid C₄H₃N₃O₄ formed by the oxidation of allantoin or of uric acid — called also oxonic acid bbox=[19, 1373, 472, 1418]
column-2 bbox=[490, 74, 971, 1927]
dictionary-entry bbox=[490, 222, 971, 412]
dictionary-entry bbox=[490, 74, 971, 103]
entry-headword: allelo- bbox=[990, 1133, 1026, 1149]
entry-headword: syn bbox=[990, 706, 1010, 722]
entry-definition: comb form [Gk allēlo-, fr. allēlōn of each other, fr. allos . . . allos one . . . the other, fr. allos other — more at ELSE] 1 : alternative ‹allelomorph› 2 : of or for each other : reciprocal : reciprocally ‹allelocatalytic› ‹allelotropism› bbox=[999, 1133, 1445, 1178]
entry-headword: ²allantoid bbox=[10, 988, 66, 1004]
entry-definition: see FIDELITY bbox=[1013, 190, 1095, 206]
dictionary-entry bbox=[990, 1326, 1445, 1384]
dictionary-entry bbox=[10, 74, 472, 103]
entry-headword: al·lan·ite bbox=[10, 707, 63, 723]
entry-definition: \"\ n -s [¹alleluia, repeatedly sung at Easter, when it blooms] 1 : a wood sorrel (Opalis montana) 2 : WOODWAXEN bbox=[999, 1442, 1445, 1473]
entry-definition: \əˈlejəbəl also aˈ-\ adj : capable of being alleged or affirmed bbox=[559, 1284, 886, 1300]
dictionary-entry bbox=[990, 987, 1445, 1031]
entry-definition: \ˈalad·iv\ adj [L allatus carried to (suppletive past part. of afferre to carry to; allatus fr. ad- + latus, suppletive past part. of ferre to bear) + E -ive — more at BEAR, TOLERATE] of a grammatical case : denoting motion to or toward bbox=[499, 132, 971, 177]
dictionary-entry bbox=[990, 1031, 1445, 1060]
dictionary-columns bbox=[10, 74, 1445, 1927]
dictionary-entry bbox=[10, 1020, 472, 1035]
entry-headword: al·lay·ment bbox=[490, 486, 557, 502]
dictionary-entry bbox=[490, 547, 971, 576]
entry-headword: allantoic bladder bbox=[10, 914, 110, 930]
dictionary-entry bbox=[10, 1139, 472, 1197]
entry-definition: ALLEGORY, PARABLE, MYTH, FABLE, APOLOGUE: these five words apply in this comparison to literary forms typically telling a story for the sake of presenting a truth, a moral. ALLEGORY, the most general, applies to fiction in which action and character, usu. of a certain complexity, are symbolic or figurative, the characters usu. typical, the whole by its analogy to real-life situations or actual moral facts presenting a moral or spiritual truth or a normative generalization or a series of them. A PARABLE is a short, allegorical tale, usu. simple and homely, typically illustrating or reenforcing a single spiritual truth. MYTH in this application applies chiefly to Platonic myth, which was a brief explanation of a difficult philosophic truth by means of a short allegorical analogy. A FABLE or APOLOGUE is an allegorical tale, usu. a beast fable, that points up in its analogy the weaknesses or follies of man for the sake of a moral or normative generalization usu. formulated and appended at the end of the tale bbox=[999, 706, 1445, 897]
entry-headword: ⁴allay bbox=[490, 471, 523, 487]
entry-definition: \əˌlēˈläpəthē, -ˌlel- also ˌaləˈläpəthē\ n -s [ISV allelo- + -pathy; orig. formed as G allelopathie] : the reputed baneful influence of one living plant upon another due to secretion of toxic substances bbox=[999, 1280, 1445, 1325]
entry-definition: \-z(ə)r\ n -s : one that allegorizes bbox=[1073, 559, 1251, 575]
entry-definition: \ˈaləˌnīt\ n -s [Thomas Allan †1833 Eng. mineralogist, its discoverer + E -ite] : a mineral consisting of a brown or black monoclinic silicate allied to epidote and containing cerium, thorium, and other rare metals — al·lan·it·ic \ˌaləˈnid·ik\ adj bbox=[19, 707, 472, 767]
entry-definition: \ˌäləˈtu̇rkə, ˌal-; ˌäləˈtər-\ adv (or adj) [It, in the Turkish manner] : in the style of the Turkish military band bbox=[499, 191, 971, 222]
entry-headword: al·le·ga·tum bbox=[490, 1049, 561, 1065]
dictionary-entry bbox=[10, 915, 472, 944]
dictionary-entry bbox=[10, 960, 472, 989]
entry-definition: \əˈlantəwəs, -nˌtōis\ n, pl allanto·i·des \ˌalənˈtōəˌdēz, ˌaˌlan-, -tōiˌdēz\ [NL, irreg. fr. MF allantoide — more at ALLANTOID] : a vascular fetal membrane of reptiles, birds, or mammals arising as a pouch or sac from the hindgut, in reptiles and birds expanding greatly between the amnion and chorion to serve as a respiratory organ while its cavity stores the fetal excretions and in placental mammals intimately associated with the chorion in formation of the placenta to which it contributes blood vessels and usu. a part of the cellular stroma bbox=[19, 1226, 472, 1329]
entry-headword: al·le·go·rist bbox=[990, 412, 1058, 428]
dictionary-entry bbox=[490, 1300, 971, 1373]
entry-definition: \ˈaləˌgōrē, -ēg-, -ōr-, -ri\ n -ES [ME allegorie, fr. L allegoria, fr. Gk allēgoria, fr. allēgorein to speak figuratively, prob. fr. alla (neut. pl. of allos other) + agoreuein to speak publicly, fr. agora assembly — more at ELSE, GREGARIOUS] 1 a : the written, oral, or artistic expression by means of symbolic fictional figures and actions of truths or generalizations about human conduct or experience ‹as in Bunyan's Pilgrim's Progress and Spenser's Faerie Queene› b : an instance of such expression ‹a poetic ~› 2 : something resembling or suggestive of an allegory in its effect : symbolic representation : EMBLEM ‹an organization that stands as an ~ of cooperation› bbox=[999, 574, 1445, 707]
dictionary-entry bbox=[990, 236, 1445, 251]
dictionary-entry bbox=[990, 1252, 1445, 1281]
entry-headword: al·le·lu·ia or al·le·lu·iah or al·le·lu·ja bbox=[990, 1324, 1220, 1340]
